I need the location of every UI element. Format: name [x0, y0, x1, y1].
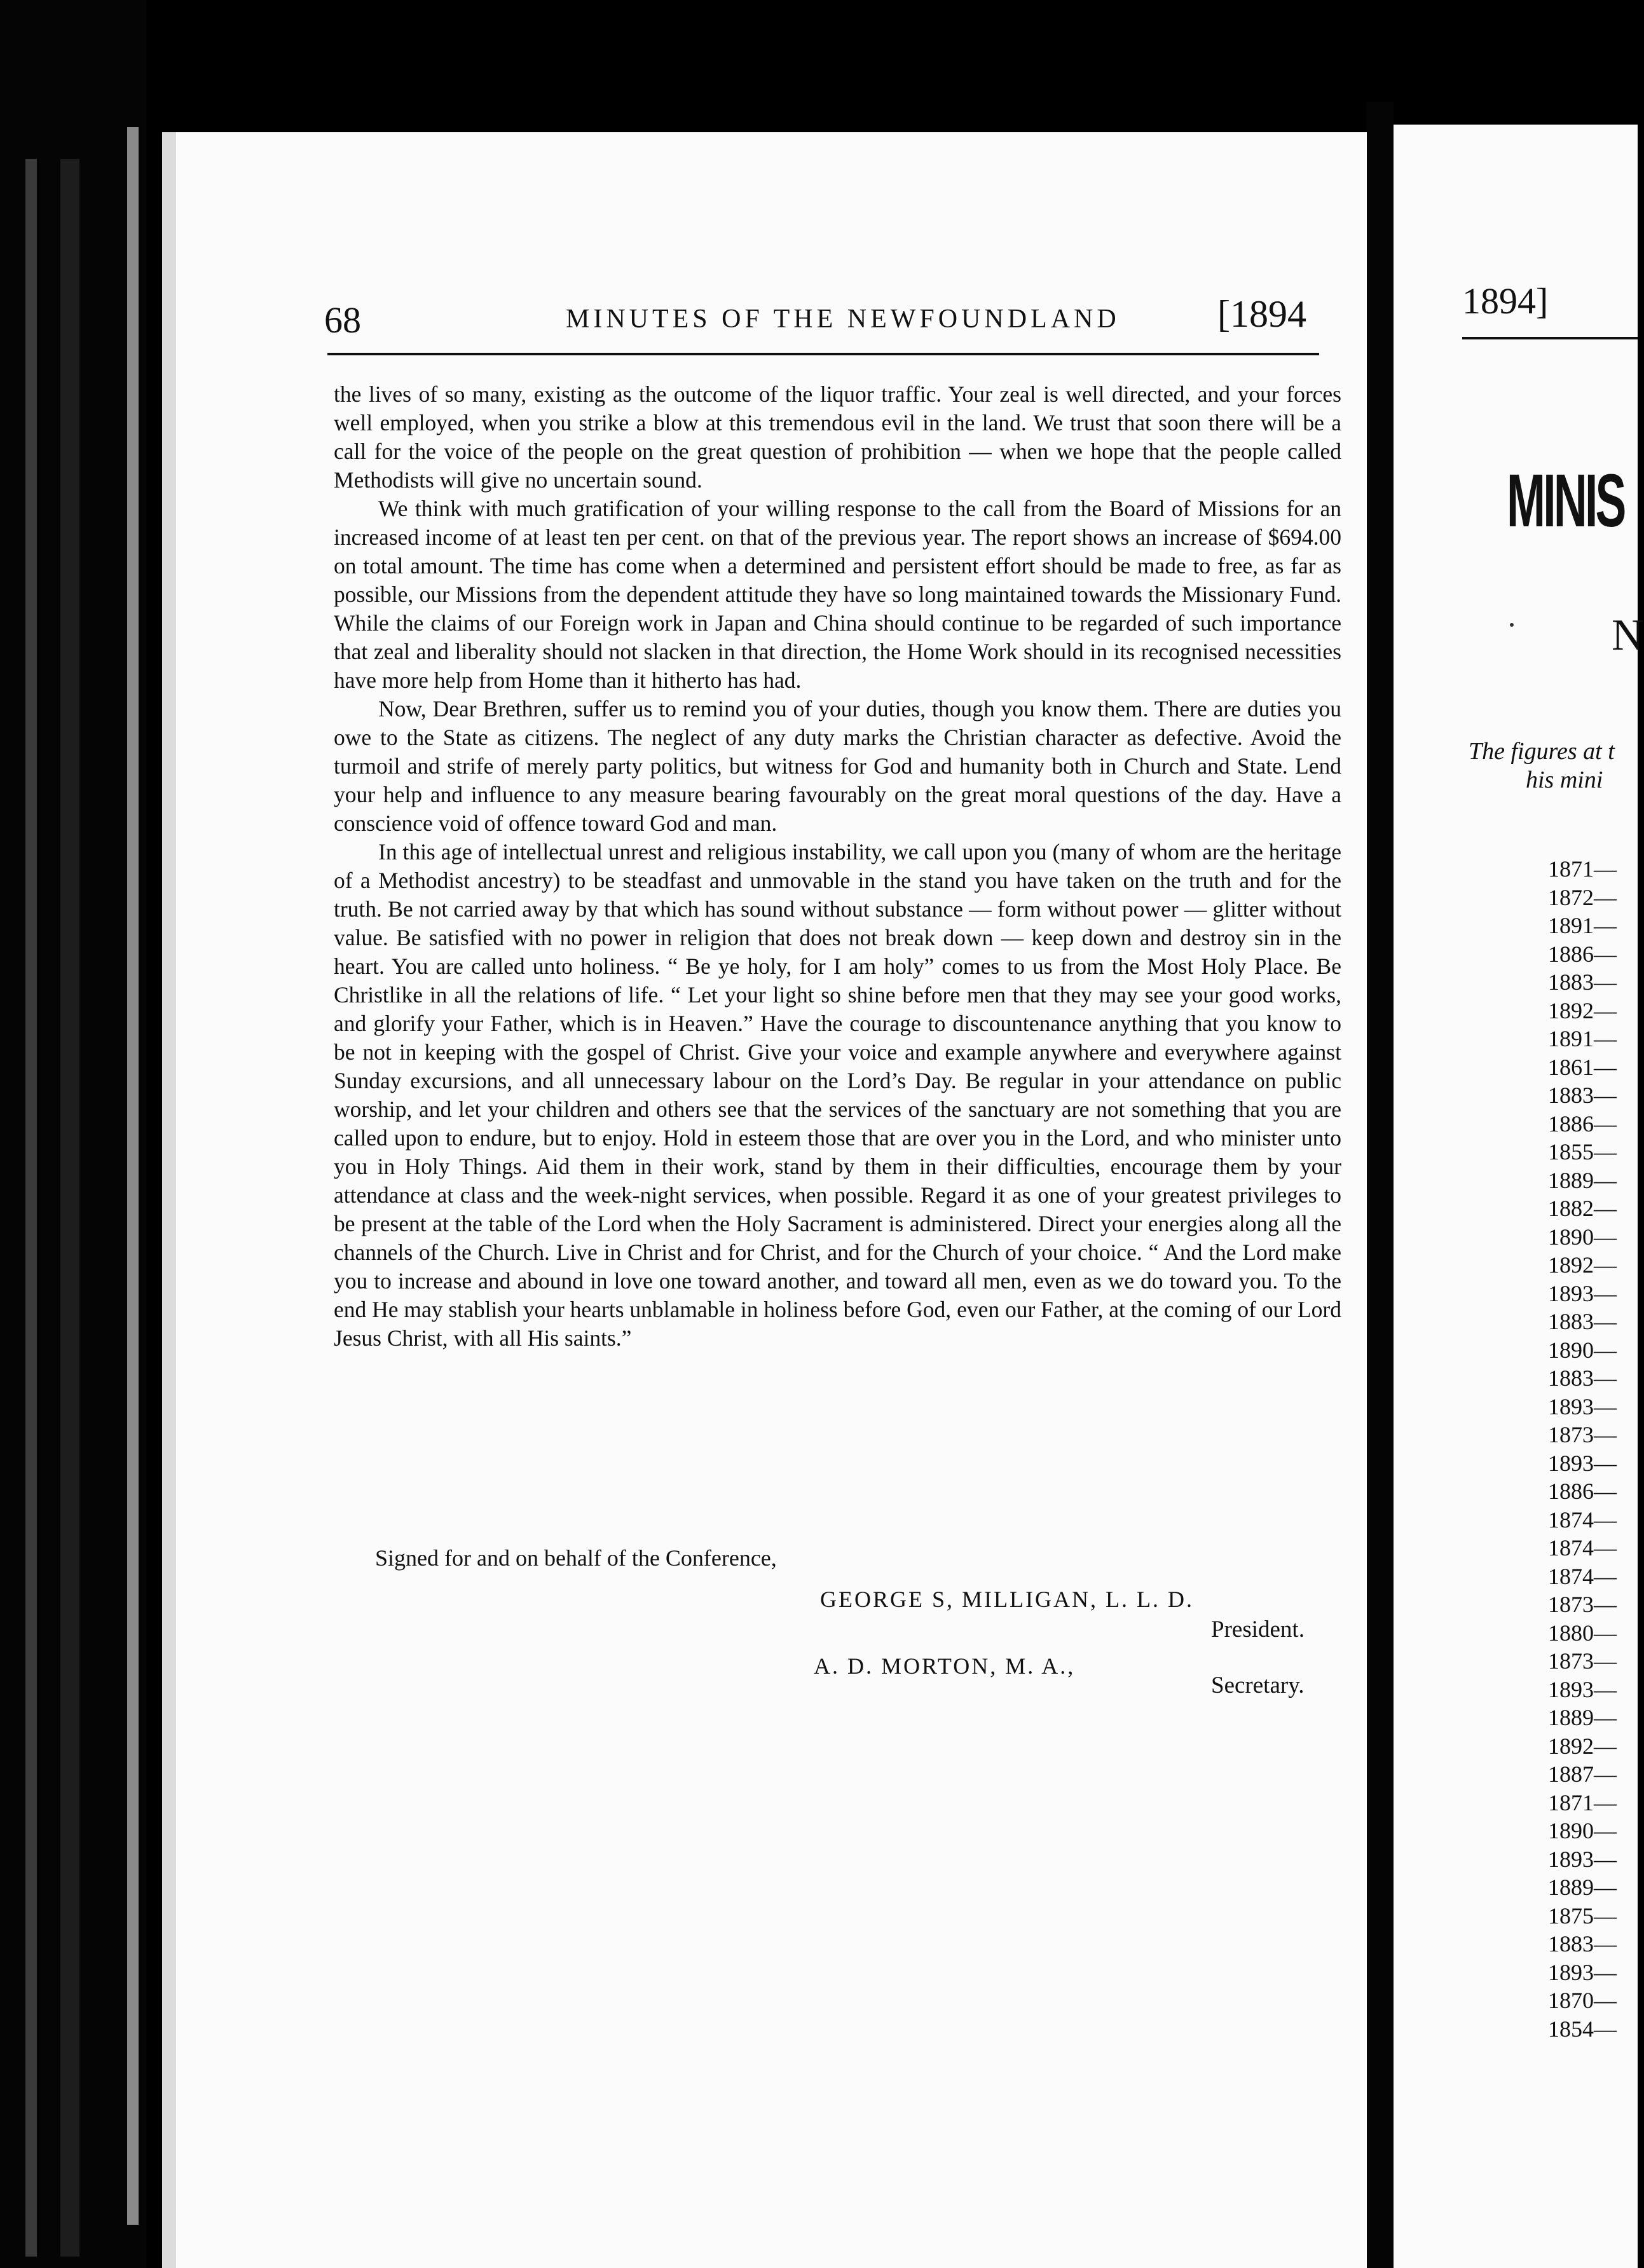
year-list-item: 1893— — [1548, 1450, 1617, 1476]
year-list-item: 1875— — [1548, 1903, 1617, 1929]
year-list-item: 1893— — [1548, 1846, 1617, 1872]
year-list-item: 1893— — [1548, 1393, 1617, 1419]
running-head: MINUTES OF THE NEWFOUNDLAND — [566, 304, 1120, 334]
right-year-heading: 1894] — [1462, 280, 1549, 322]
paragraph: We think with much gratification of your willing response to the call from the Board of Missions for an increased income of at least ten per cent. on that of the previous year. The report shows an increase of $694.00 on total amount. The time has come when a determined and persistent effort should be made to free, as far as possible, our Missions from the dependent attitude they have so long maintained towards the Missionary Fund. While the claims of our Foreign work in Japan and China should continue to be regarded of such importance that zeal and liberality should not slacken in that direction, the Home Work should in its recognised necessities have more help from Home than it hitherto has had. — [334, 496, 1341, 693]
year-list-item: 1883— — [1548, 1365, 1617, 1391]
year-list-item: 1890— — [1548, 1337, 1617, 1363]
right-italic-note: The figures at t — [1469, 738, 1615, 765]
signatory-president: GEORGE S, MILLIGAN, L. L. D. — [820, 1587, 1194, 1612]
year-list-item: 1893— — [1548, 1280, 1617, 1306]
year-list-item: 1889— — [1548, 1875, 1617, 1900]
year-list-item: 1892— — [1548, 1733, 1617, 1759]
right-italic-note: his mini — [1526, 767, 1603, 793]
year-list-item: 1890— — [1548, 1224, 1617, 1250]
body-text — [334, 380, 1341, 1353]
paragraph: Now, Dear Brethren, suffer us to remind you of your duties, though you know them. There are duties you owe to the State as citizens. The neglect of any duty marks the Christian character as defective. Avoid the turmoil and strife of merely party politics, but witness for God and humanity both in Church and State. Lend your help and influence to any measure bearing favourably on the great moral questions of the day. Have a conscience void of offence toward God and man. — [334, 696, 1341, 836]
year-list-item: 1871— — [1548, 1789, 1617, 1815]
binding-strip — [127, 127, 139, 2225]
year-list-item: 1880— — [1548, 1620, 1617, 1646]
paragraph: the lives of so many, existing as the outcome of the liquor traffic. Your zeal is well directed, and your forces well employed, when you strike a blow at this tremendous evil in the land. We trust that soon there will be a call for the voice of the people on the great question of prohibition — when we hope that the people called Methodists will give no uncertain sound. — [334, 381, 1341, 493]
year-list-item: 1892— — [1548, 1252, 1617, 1278]
year-list-item: 1873— — [1548, 1422, 1617, 1447]
year-list-item: 1886— — [1548, 941, 1617, 967]
year-list-item: 1886— — [1548, 1479, 1617, 1504]
year-heading: [1894 — [1217, 293, 1306, 335]
year-list-item: 1886— — [1548, 1110, 1617, 1137]
year-list-item: 1889— — [1548, 1705, 1617, 1730]
year-list-item: 1873— — [1548, 1592, 1617, 1617]
year-list-item: 1891— — [1548, 913, 1617, 938]
year-list-item: 1889— — [1548, 1167, 1617, 1193]
year-list-item: 1883— — [1548, 1931, 1617, 1957]
year-list-item: 1873— — [1548, 1648, 1617, 1674]
year-list-item: 1874— — [1548, 1535, 1617, 1561]
right-header-rule — [1462, 337, 1638, 339]
year-list-item: 1893— — [1548, 1959, 1617, 1985]
year-list-item: 1855— — [1548, 1139, 1617, 1165]
year-list-item: 1870— — [1548, 1988, 1617, 2013]
year-list-item: 1861— — [1548, 1054, 1617, 1080]
right-page-heading: MINIS — [1507, 459, 1624, 543]
year-list-item: 1883— — [1548, 1309, 1617, 1334]
speck — [1510, 623, 1514, 627]
year-list-item: 1883— — [1548, 969, 1617, 995]
page-number: 68 — [324, 299, 361, 341]
year-list-item: 1874— — [1548, 1506, 1617, 1533]
title-secretary: Secretary. — [1211, 1672, 1305, 1698]
year-list-item: 1891— — [1548, 1026, 1617, 1051]
year-list-item: 1882— — [1548, 1196, 1617, 1221]
year-list-item: 1874— — [1548, 1563, 1617, 1589]
signatory-secretary: A. D. MORTON, M. A., — [814, 1653, 1076, 1679]
year-list-item: 1892— — [1548, 997, 1617, 1023]
binding-strip — [60, 159, 79, 2257]
year-list-item: 1893— — [1548, 1676, 1617, 1702]
year-list — [1548, 855, 1617, 2043]
year-list-item: 1887— — [1548, 1761, 1617, 1787]
scanner-edge — [0, 0, 146, 2268]
right-page-subheading: N — [1612, 611, 1644, 660]
year-list-item: 1872— — [1548, 884, 1617, 910]
year-list-item: 1871— — [1548, 856, 1617, 882]
book-gutter — [1367, 102, 1394, 2268]
year-list-item: 1854— — [1548, 2016, 1617, 2042]
binding-strip — [25, 159, 37, 2257]
paragraph: In this age of intellectual unrest and religious instability, we call upon you (many of whom are the heritage of a Methodist ancestry) to be steadfast and unmovable in the stand you have taken on the truth and for the truth. Be not carried away by that which has sound without substance — form without power — glitter without value. Be satisfied with no power in religion that does not break down — keep down and destroy sin in the heart. You are called unto holiness. “ Be ye holy, for I am holy” comes to us from the Most Holy Place. Be Christlike in all the relations of life. “ Let your light so shine before men that they may see your good works, and glorify your Father, which is in Heaven.” Have the courage to discountenance anything that you know to be not in keeping with the gospel of Christ. Give your voice and example anywhere and everywhere against Sunday excursions, and all unnecessary labour on the Lord’s Day. Be regular in your attendance on public worship, and let your children and others see that the services of the sanctuary are not something that you are called upon to endure, but to enjoy. Hold in esteem those that are over you in the Lord, and who minister unto you in Holy Things. Aid them in their work, stand by them in their difficulties, encourage them by your attendance at class and the week-night services, when possible. Regard it as one of your greatest privileges to be present at the table of the Lord when the Holy Sacrament is administered. Direct your energies along all the channels of the Church. Live in Christ and for Christ, and for the Church of your choice. “ And the Lord make you to increase and abound in love one toward another, and toward all men, even as we do toward you. To the end He may stablish your hearts unblamable in holiness before God, even our Father, at the coming of our Lord Jesus Christ, with all His saints.” — [334, 839, 1341, 1351]
signed-line: Signed for and on behalf of the Conference, — [375, 1545, 777, 1571]
header-rule — [327, 353, 1319, 355]
year-list-item: 1890— — [1548, 1818, 1617, 1843]
year-list-item: 1883— — [1548, 1083, 1617, 1108]
title-president: President. — [1211, 1616, 1305, 1643]
